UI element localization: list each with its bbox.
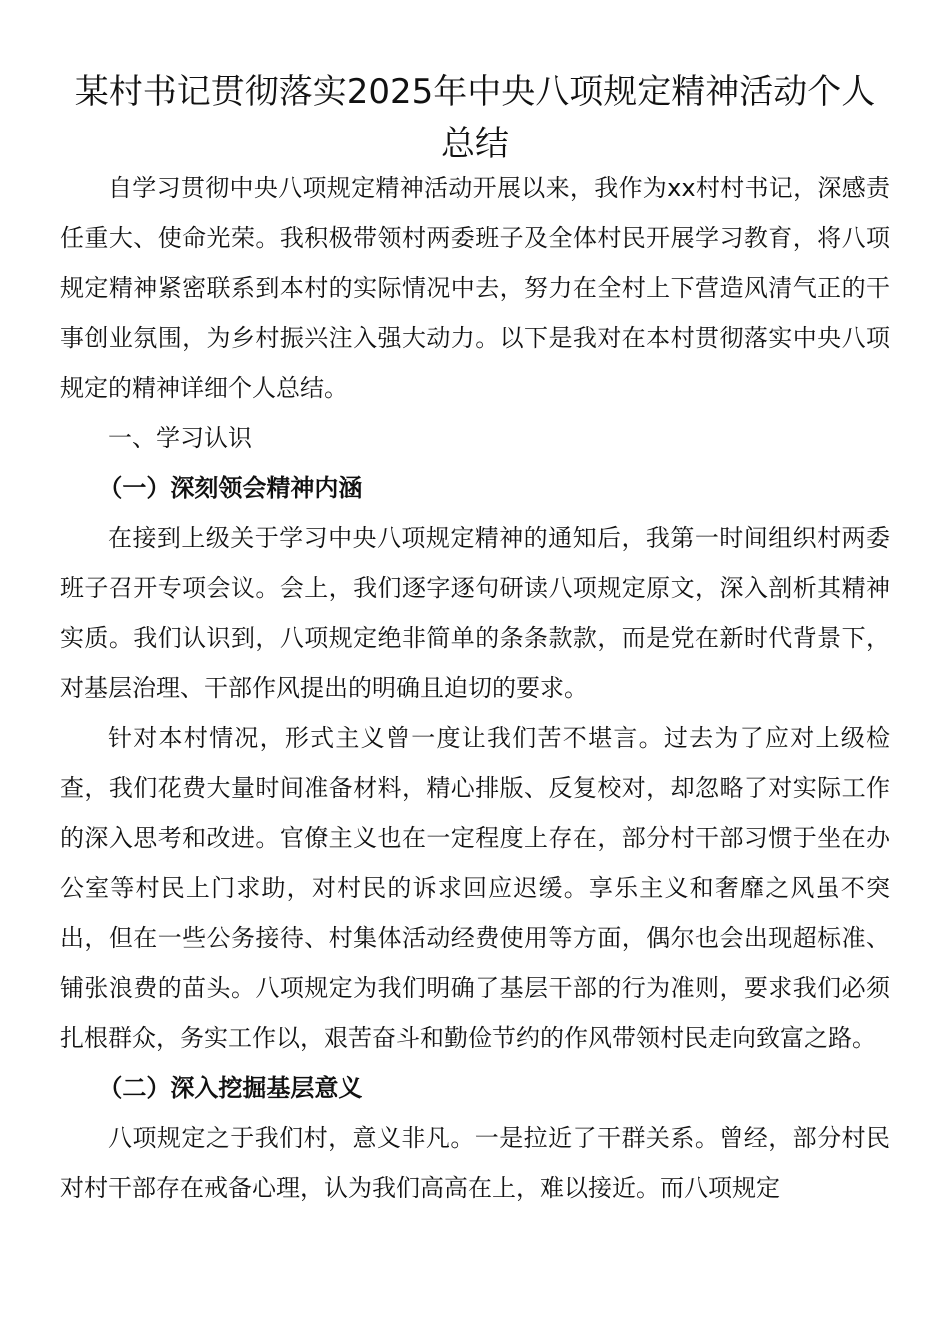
- subsection-heading: （一）深刻领会精神内涵: [98, 474, 363, 502]
- body-paragraph: 八项规定之于我们村，意义非凡。一是拉近了干群关系。曾经，部分村民对村干部存在戒备心理，认为我们高高在上，难以接近。而八项规定: [60, 1124, 890, 1202]
- body-paragraph: 针对本村情况，形式主义曾一度让我们苦不堪言。过去为了应对上级检查，我们花费大量时间准备材料，精心排版、反复校对，却忽略了对实际工作的深入思考和改进。官僚主义也在一定程度上存在，部分村干部习惯于坐在办公室等村民上门求助，对村民的诉求回应迟缓。享乐主义和奢靡之风虽不突出，但在一些公务接待、村集体活动经费使用等方面，偶尔也会出现超标准、铺张浪费的苗头。八项规定为我们明确了基层干部的行为准则，要求我们必须扎根群众，务实工作以，艰苦奋斗和勤俭节约的作风带领村民走向致富之路。: [60, 724, 890, 1052]
- document-title: 某村书记贯彻落实2025年中央八项规定精神活动个人总结: [74, 72, 876, 164]
- section-heading: 一、学习认识: [108, 424, 252, 452]
- subsection-heading: （二）深入挖掘基层意义: [98, 1074, 363, 1102]
- intro-paragraph: 自学习贯彻中央八项规定精神活动开展以来，我作为xx村村书记，深感责任重大、使命光荣。我积极带领村两委班子及全体村民开展学习教育，将八项规定精神紧密联系到本村的实际情况中去，努力在全村上下营造风清气正的干事创业氛围，为乡村振兴注入强大动力。以下是我对在本村贯彻落实中央八项规定的精神详细个人总结。: [60, 174, 890, 402]
- document-body: [60, 163, 890, 1213]
- body-paragraph: 在接到上级关于学习中央八项规定精神的通知后，我第一时间组织村两委班子召开专项会议。会上，我们逐字逐句研读八项规定原文，深入剖析其精神实质。我们认识到，八项规定绝非简单的条条款款，而是党在新时代背景下，对基层治理、干部作风提出的明确且迫切的要求。: [60, 524, 890, 702]
